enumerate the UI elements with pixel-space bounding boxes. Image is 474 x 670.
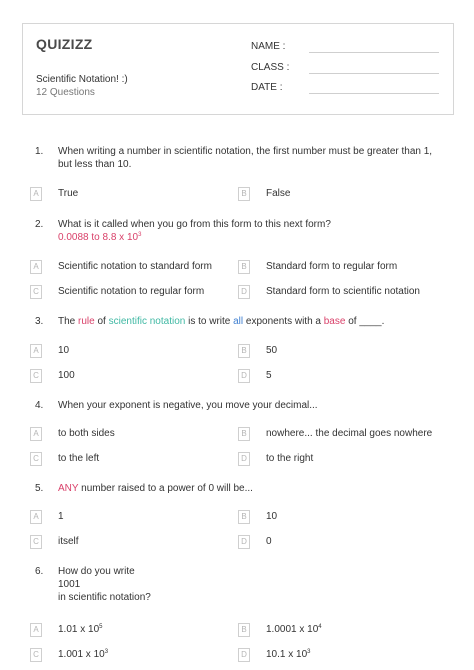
question-number: 2. (35, 219, 44, 230)
option-text: 10.1 x $10^3$ (266, 649, 311, 660)
worksheet-header (22, 23, 454, 115)
date-field[interactable] (251, 82, 282, 93)
option-letter-box: C (30, 369, 42, 383)
question-line: but less than 10. (58, 159, 132, 170)
option-letter-box: A (30, 260, 42, 274)
option-letter-box: B (238, 510, 250, 524)
question-number: 1. (35, 146, 44, 157)
question-line: How do you write (58, 566, 135, 577)
option-text: nowhere... the decimal goes nowhere (266, 428, 433, 439)
option-text: itself (58, 536, 79, 547)
question-text (58, 218, 443, 244)
option-letter-box: D (238, 369, 250, 383)
option-letter-box: D (238, 285, 250, 299)
name-label: NAME : (251, 41, 286, 52)
option-letter-box: D (238, 535, 250, 549)
question-number: 6. (35, 566, 44, 577)
option-text: True (58, 188, 79, 199)
question-text: The rule of scientific notation is to write all exponents with a base of ____. (58, 316, 385, 327)
question-text: ANY number raised to a power of 0 will be... (58, 483, 253, 494)
class-label: CLASS : (251, 62, 290, 73)
class-line (309, 73, 439, 74)
question-text: When your exponent is negative, you move your decimal... (58, 400, 318, 411)
option-text: 10 (266, 511, 278, 522)
option-text: Scientific notation to regular form (58, 286, 205, 297)
option-letter-box: C (30, 535, 42, 549)
option-letter-box: C (30, 648, 42, 662)
date-line (309, 93, 439, 94)
option-text: Standard form to scientific notation (266, 286, 420, 297)
question-line: 1001 (58, 579, 81, 590)
name-line (309, 52, 439, 53)
option-letter-box: B (238, 260, 250, 274)
option-letter-box: A (30, 510, 42, 524)
date-label: DATE : (251, 82, 283, 93)
option-letter-box: A (30, 623, 42, 637)
option-text: 100 (58, 370, 75, 381)
option-text: to both sides (58, 428, 115, 439)
option-letter-box: B (238, 427, 250, 441)
option-text: 1 (58, 511, 64, 522)
option-letter-box: D (238, 648, 250, 662)
option-letter-box: A (30, 344, 42, 358)
option-letter-box: A (30, 187, 42, 201)
option-letter-box: B (238, 344, 250, 358)
highlighted-expression: 0.0088 to 8.8 x $10^3$ (58, 232, 142, 243)
option-text: to the left (58, 453, 100, 464)
question-number: 5. (35, 483, 44, 494)
question-line: in scientific notation? (58, 592, 151, 603)
question-line: What is it called when you go from this form to this next form? (58, 219, 331, 230)
option-text: Scientific notation to standard form (58, 261, 212, 272)
question-text (58, 565, 443, 604)
option-letter-box: C (30, 452, 42, 466)
quizizz-logo: QUIZIZZ (36, 36, 93, 52)
option-text: 1.0001 x $10^4$ (266, 624, 322, 635)
option-text: False (266, 188, 291, 199)
option-text: Standard form to regular form (266, 261, 398, 272)
name-field[interactable] (251, 41, 285, 52)
option-text: 50 (266, 345, 278, 356)
option-letter-box: A (30, 427, 42, 441)
question-text (58, 145, 443, 171)
option-text: 1.001 x $10^3$ (58, 649, 109, 660)
question-line: When writing a number in scientific notation, the first number must be greater than 1, (58, 146, 433, 157)
option-letter-box: C (30, 285, 42, 299)
question-count: 12 Questions (36, 87, 95, 98)
option-text: 1.01 x $10^5$ (58, 624, 103, 635)
option-letter-box: B (238, 187, 250, 201)
option-text: 10 (58, 345, 70, 356)
option-letter-box: D (238, 452, 250, 466)
question-number: 3. (35, 316, 44, 327)
option-text: 5 (266, 370, 272, 381)
option-letter-box: B (238, 623, 250, 637)
class-field[interactable] (251, 62, 289, 73)
question-number: 4. (35, 400, 44, 411)
option-text: 0 (266, 536, 272, 547)
quiz-title: Scientific Notation! :) (36, 74, 128, 85)
option-text: to the right (266, 453, 314, 464)
